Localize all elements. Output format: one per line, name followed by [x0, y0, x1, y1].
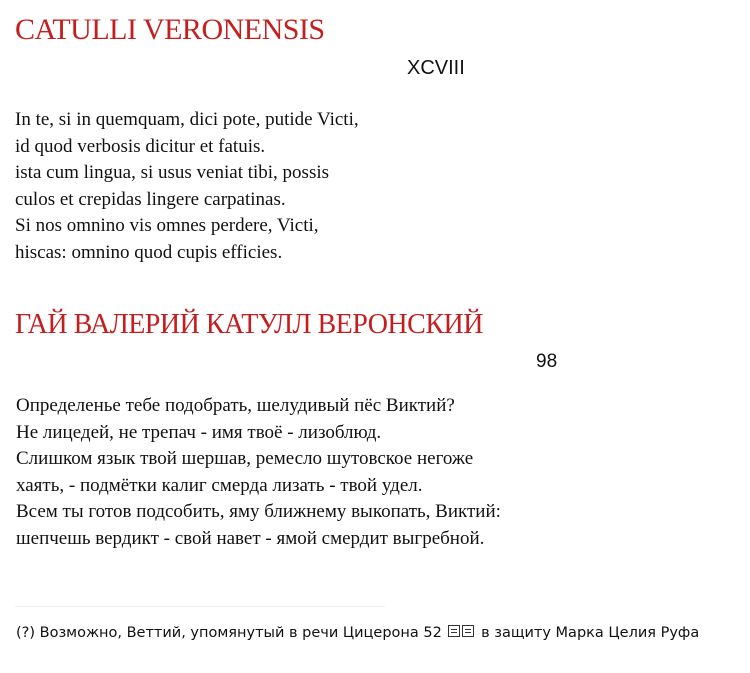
verse-line: хаять, - подмётки калиг смерда лизать - твой удел. — [16, 474, 423, 496]
footnote-text-before: (?) Возможно, Веттий, упомянутый в речи Цицерона 52 — [16, 625, 442, 641]
divider — [15, 606, 385, 607]
verse-line: ista cum lingua, si usus veniat tibi, possis — [15, 162, 330, 183]
russian-verse — [16, 393, 501, 553]
latin-title: CATULLI VERONENSIS — [15, 13, 325, 46]
verse-line: Si nos omnino vis omnes perdere, Victi, — [15, 215, 319, 236]
russian-poem-number: 98 — [536, 351, 558, 372]
verse-line: culos et crepidas lingere carpatinas. — [15, 188, 286, 210]
latin-poem-number: XCVIII — [407, 57, 465, 79]
latin-verse — [15, 107, 359, 266]
verse-line: In te, si in quemquam, dici pote, putide Victi, — [15, 109, 359, 130]
verse-line: шепчешь вердикт - свой навет - ямой смердит выгребной. — [16, 527, 485, 549]
russian-title: ГАЙ ВАЛЕРИЙ КАТУЛЛ ВЕРОНСКИЙ — [15, 309, 483, 340]
verse-line: id quod verbosis dicitur et fatuis. — [15, 135, 266, 157]
footnote-text-after: в защиту Марка Целия Руфа — [481, 625, 700, 641]
verse-line: Всем ты готов подсобить, яму ближнему выкопать, Виктий: — [16, 501, 501, 523]
verse-line: Слишком язык твой шершав, ремесло шутовское негоже — [16, 448, 474, 470]
verse-line: Определенье тебе подобрать, шелудивый пёс Виктий? — [16, 395, 455, 416]
verse-line: Не лицедей, не трепач - имя твоё - лизоблюд. — [16, 421, 382, 443]
footnote — [16, 624, 699, 641]
verse-line: hiscas: omnino quod cupis efficies. — [15, 241, 283, 263]
missing-glyph-icon — [446, 624, 476, 638]
